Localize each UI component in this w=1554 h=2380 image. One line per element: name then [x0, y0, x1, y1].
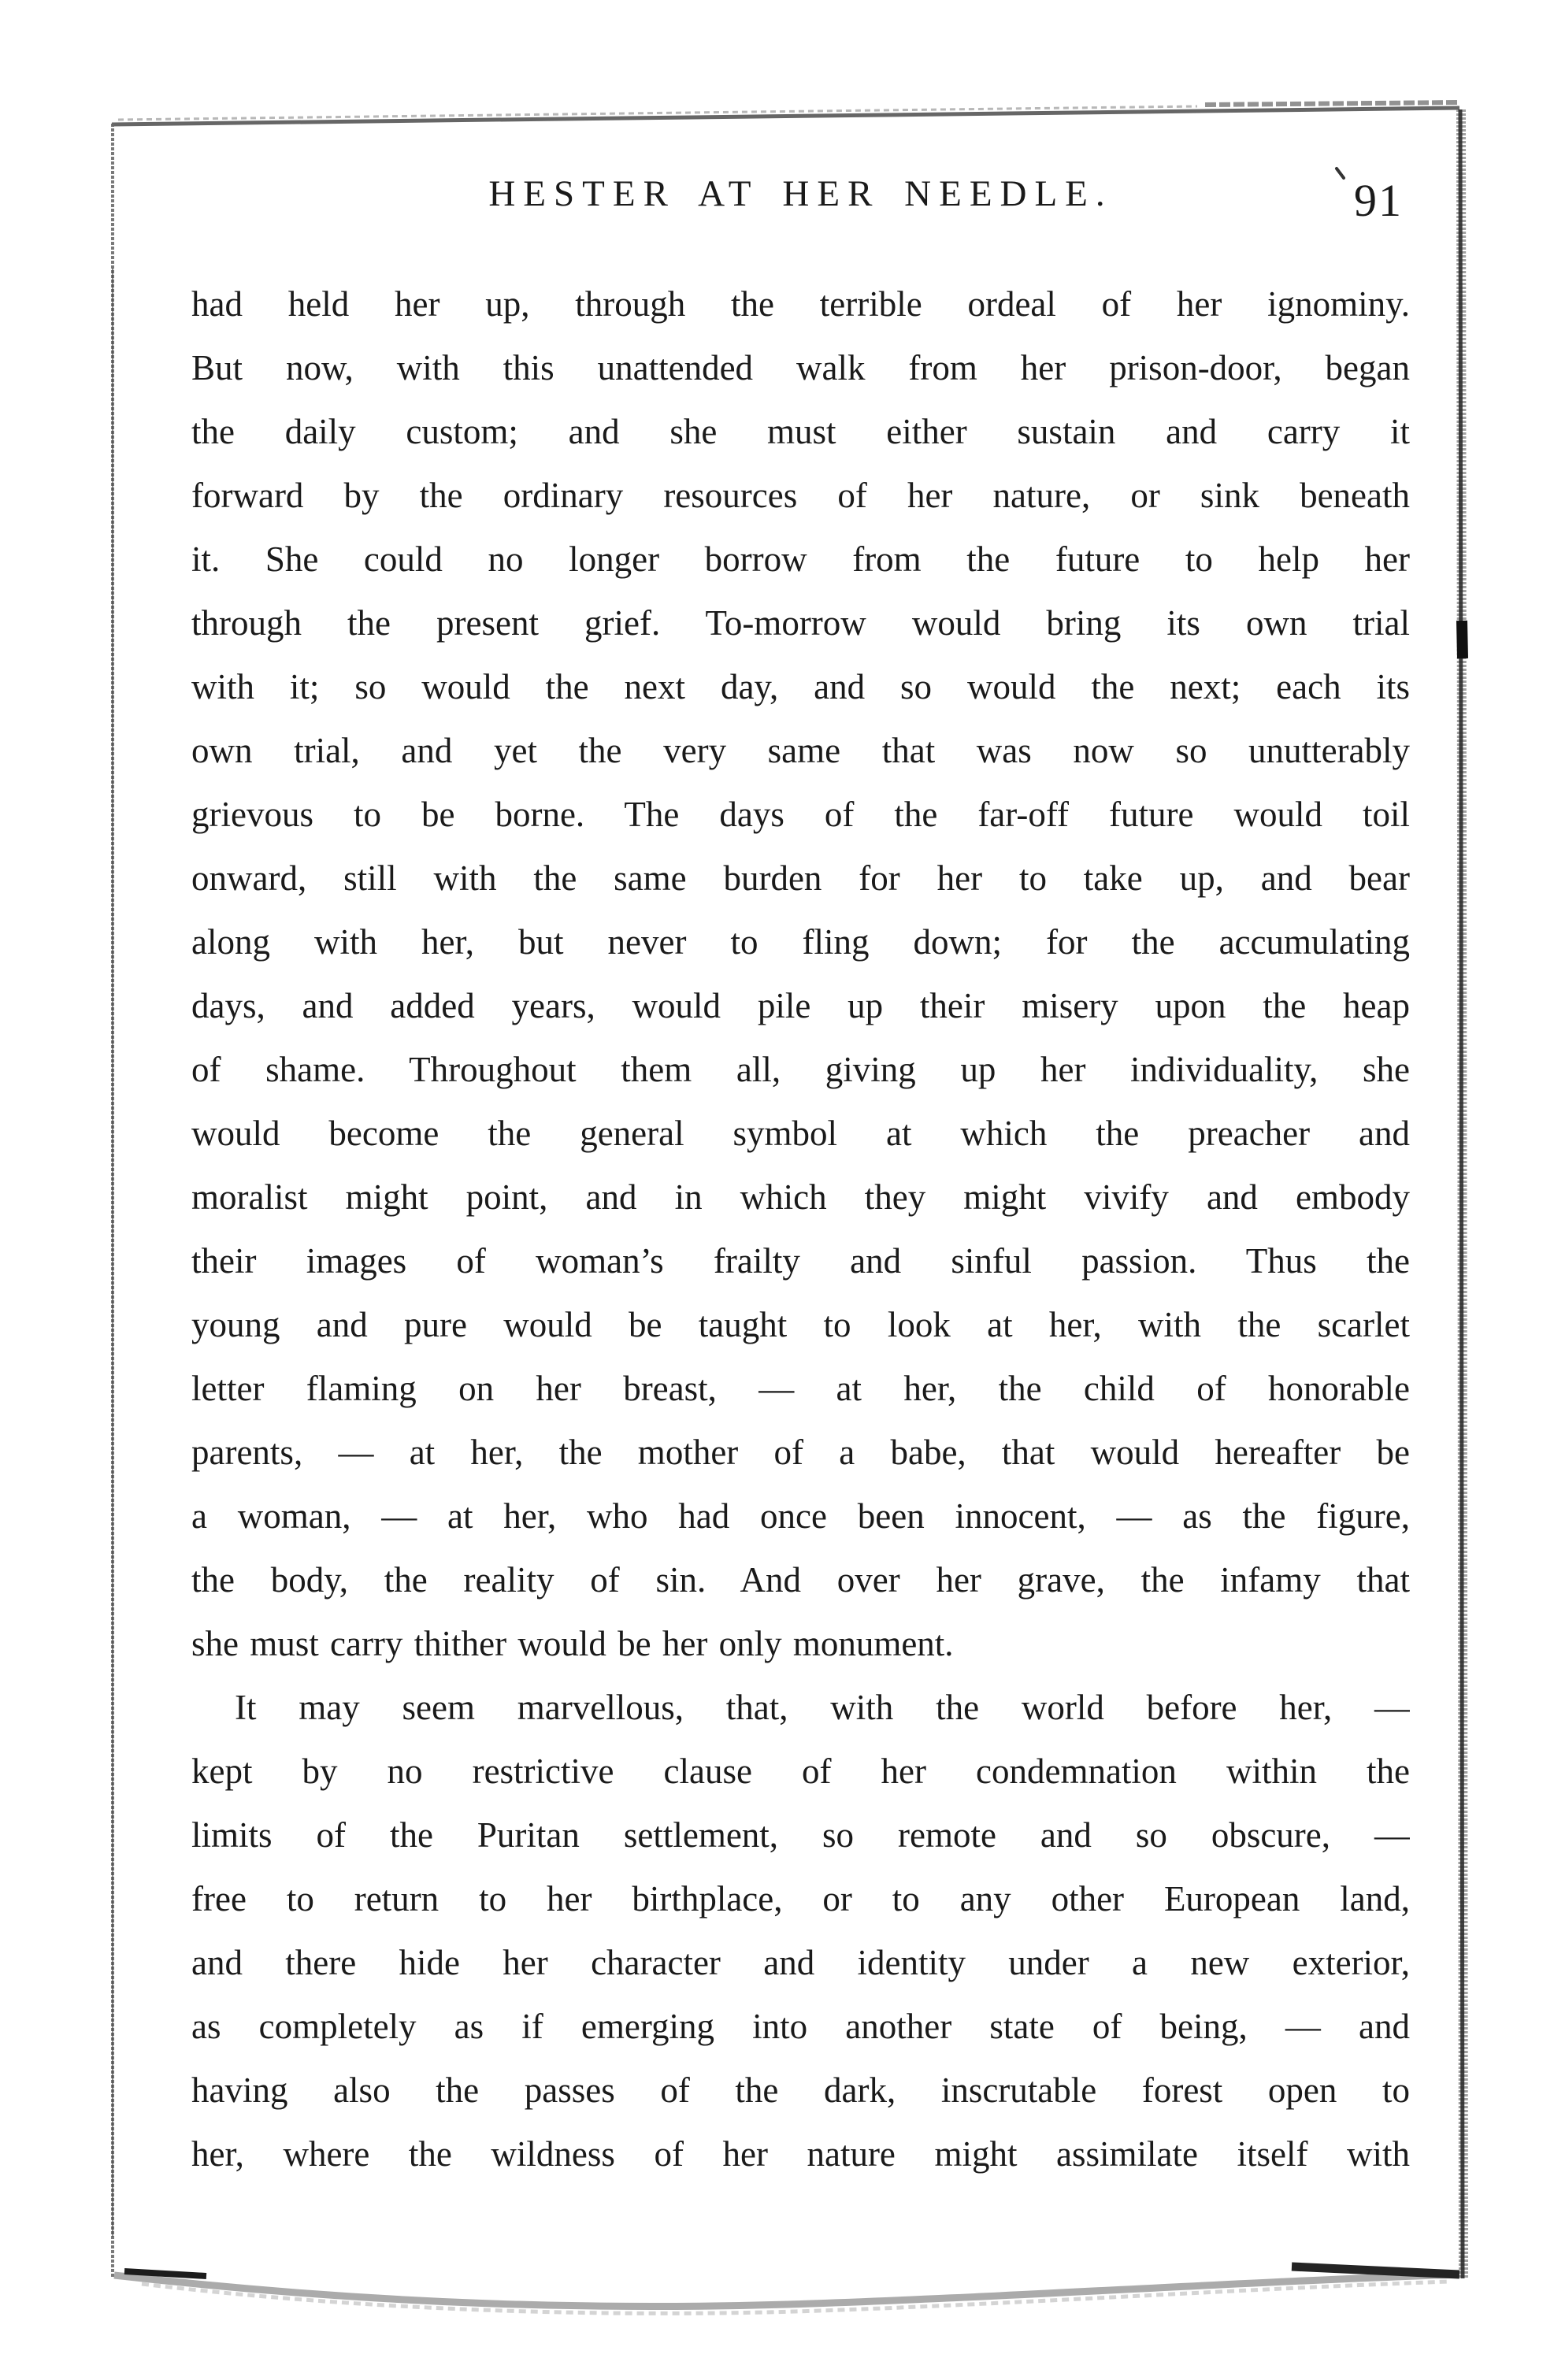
text-line: she must carry thither would be her only monument.	[191, 1624, 954, 1663]
text-line: limits of the Puritan settlement, so remote and so obscure, —	[191, 1815, 1410, 1855]
text-line: their images of woman’s frailty and sinful passion. Thus the	[191, 1241, 1410, 1281]
text-line: as completely as if emerging into another state of being, — and	[191, 2007, 1410, 2046]
text-line: It may seem marvellous, that, with the world before her, —	[235, 1688, 1410, 1727]
text-line: through the present grief. To-morrow would bring its own trial	[191, 603, 1410, 643]
text-line: along with her, but never to fling down; for the accumulating	[191, 922, 1410, 962]
text-line: young and pure would be taught to look at her, with the scarlet	[191, 1305, 1410, 1344]
body-text	[191, 272, 1410, 2186]
text-line: the daily custom; and she must either sustain and carry it	[191, 412, 1410, 451]
page-title: HESTER AT HER NEEDLE.	[488, 173, 1113, 214]
text-line: moralist might point, and in which they might vivify and embody	[191, 1177, 1410, 1217]
text-line: having also the passes of the dark, inscrutable forest open to	[191, 2070, 1410, 2110]
text-line: grievous to be borne. The days of the far-off future would toil	[191, 795, 1410, 834]
text-line: onward, still with the same burden for her to take up, and bear	[191, 858, 1410, 898]
border-top	[112, 108, 1459, 124]
text-line: kept by no restrictive clause of her condemnation within the	[191, 1752, 1410, 1791]
text-line: free to return to her birthplace, or to any other European land,	[191, 1879, 1410, 1918]
text-line: her, where the wildness of her nature might assimilate itself with	[191, 2134, 1410, 2174]
border-right-blot	[1462, 621, 1463, 658]
page-number: 91	[1354, 175, 1403, 226]
text-line: the body, the reality of sin. And over her grave, the infamy that	[191, 1560, 1410, 1600]
text-line: But now, with this unattended walk from her prison-door, began	[191, 348, 1410, 387]
text-line: a woman, — at her, who had once been innocent, — as the figure,	[191, 1496, 1410, 1536]
text-line: had held her up, through the terrible ordeal of her ignominy.	[191, 284, 1410, 324]
paragraph	[191, 272, 1410, 1676]
text-line: parents, — at her, the mother of a babe, that would hereafter be	[191, 1433, 1410, 1472]
border-top-right-fuzz	[1205, 102, 1459, 105]
text-line: with it; so would the next day, and so would the next; each its	[191, 667, 1410, 706]
text-line: of shame. Throughout them all, giving up her individuality, she	[191, 1050, 1410, 1089]
text-line: it. She could no longer borrow from the future to help her	[191, 539, 1410, 579]
text-line: letter flaming on her breast, — at her, the child of honorable	[191, 1369, 1410, 1408]
text-line: days, and added years, would pile up their misery upon the heap	[191, 986, 1410, 1025]
text-line: would become the general symbol at which the preacher and	[191, 1114, 1410, 1153]
border-bottom-right-blot	[1292, 2267, 1459, 2274]
text-line: own trial, and yet the very same that was now so unutterably	[191, 731, 1410, 770]
paragraph	[191, 1676, 1410, 2186]
text-line: forward by the ordinary resources of her nature, or sink beneath	[191, 476, 1410, 515]
border-right-core	[1460, 109, 1463, 2278]
text-line: and there hide her character and identity under a new exterior,	[191, 1943, 1410, 1982]
